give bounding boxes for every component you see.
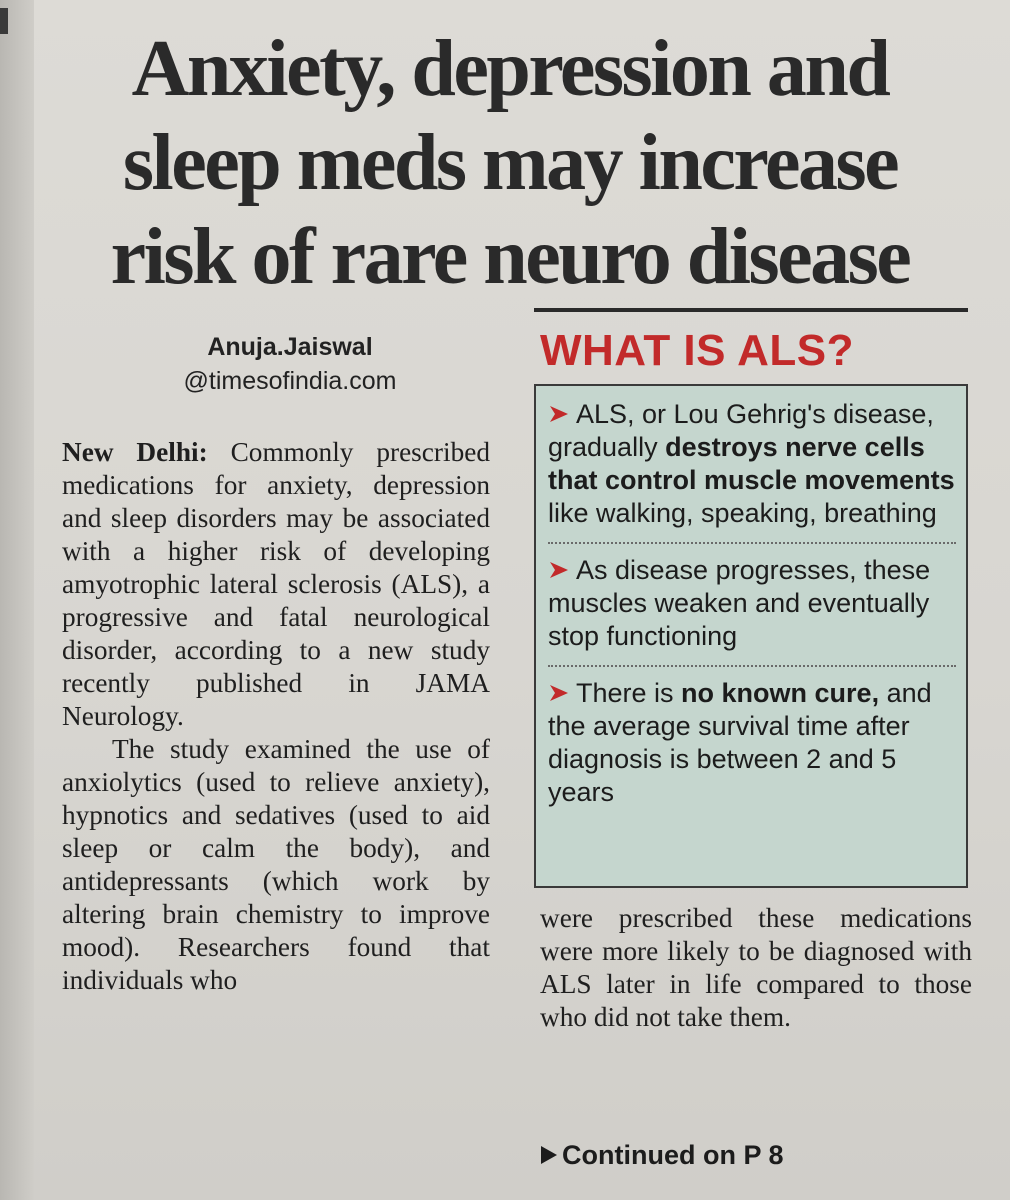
paper-edge (0, 0, 34, 1200)
triangle-right-icon (540, 1145, 558, 1165)
corner-mark (0, 8, 8, 34)
article-continuation: were prescribed these medications were more likely to be diagnosed with ALS later in life compared to those who did not take them. (540, 903, 972, 1032)
continued-label: Continued on P 8 (562, 1140, 784, 1170)
info-item-2-pre: As disease progresses, these muscles weaken and eventually stop functioning (548, 555, 931, 651)
info-item-3-post: and the average survival time after diagnosis is between 2 and 5 years (548, 678, 932, 807)
byline-handle: @timesofindia.com (183, 367, 397, 395)
article-body (62, 436, 490, 997)
arrow-bullet-icon (548, 403, 570, 425)
info-item-3 (548, 665, 956, 809)
paragraph-1-text: Commonly prescribed medications for anxiety, depression and sleep disorders may be associated with a higher risk of developing amyotrophic lateral sclerosis (ALS), a progressive and fatal neurological disorder, according to a new study recently published in JAMA Neurology. (62, 437, 491, 731)
headline-line-2: sleep meds may increase (122, 119, 898, 207)
continued-link[interactable] (540, 1138, 784, 1172)
als-info-box (534, 384, 968, 888)
info-item-1 (548, 398, 956, 530)
sidebar-title: WHAT IS ALS? (540, 326, 854, 375)
dateline: New Delhi: (62, 437, 208, 467)
arrow-bullet-icon (548, 559, 570, 581)
article-paragraph-1 (62, 436, 490, 733)
headline (40, 22, 980, 304)
article-paragraph-2: The study examined the use of anxiolytics (used to relieve anxiety), hypnotics and sedatives (used to aid sleep or calm the body), and antidepressants (which work by altering brain chemistry to improve mood). Researchers found that individuals who (62, 734, 490, 995)
info-item-1-bold: destroys nerve cells that control muscle movements (548, 432, 955, 495)
info-item-3-pre: There is (576, 678, 682, 708)
info-item-2 (548, 542, 956, 653)
byline (100, 330, 480, 398)
info-item-3-bold: no known cure, (681, 678, 880, 708)
arrow-bullet-icon (548, 682, 570, 704)
headline-line-3: risk of rare neuro disease (110, 213, 910, 301)
byline-author: Anuja.Jaiswal (207, 333, 373, 361)
headline-line-1: Anxiety, depression and (131, 25, 889, 113)
info-item-1-pre: ALS, or Lou Gehrig's disease, gradually (548, 399, 934, 462)
info-item-1-post: like walking, speaking, breathing (548, 498, 937, 528)
sidebar-top-rule (534, 308, 968, 312)
